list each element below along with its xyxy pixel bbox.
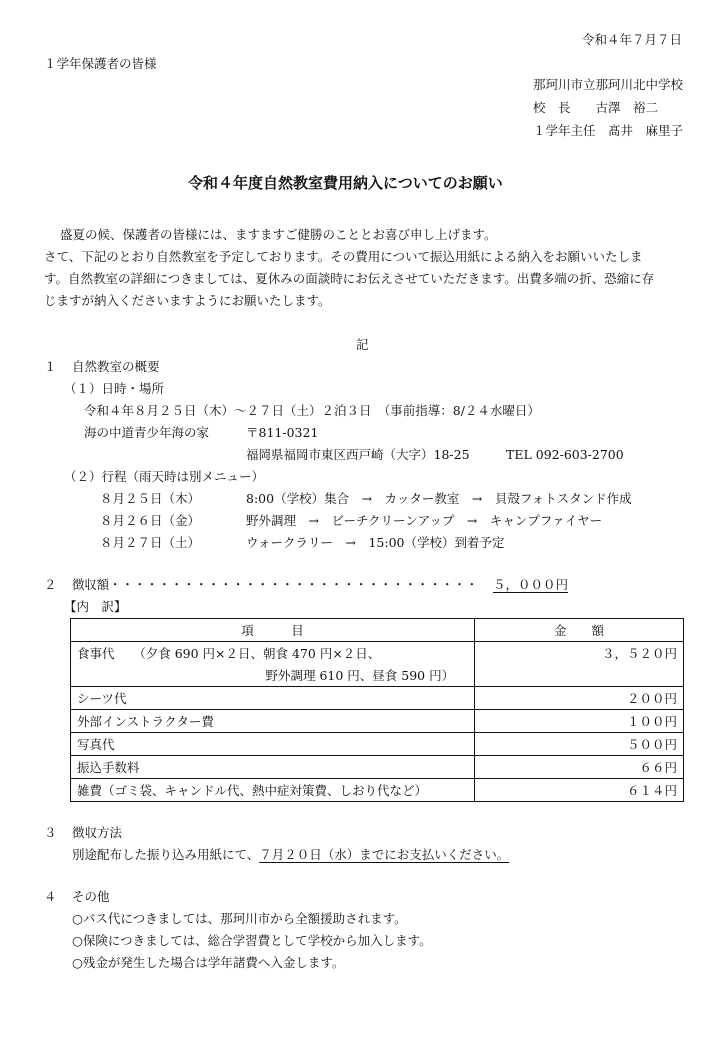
schedule-day-date: ８月２５日（木） — [100, 491, 201, 506]
schedule-day-plan: ウォークラリー → 15:00（学校）到着予定 — [246, 535, 505, 550]
table-row — [71, 642, 684, 687]
other-note: ○バス代につきましては、那珂川市から全額援助されます。 — [72, 911, 407, 926]
body-line-2: さて、下記のとおり自然教室を予定しております。その費用について振込用紙による納入をお願いいたしま — [44, 249, 643, 264]
schedule-day-date: ８月２７日（土） — [100, 535, 201, 550]
section3-heading: 徴収方法 — [72, 825, 123, 840]
payment-instruction — [72, 847, 509, 862]
table-row — [71, 779, 684, 802]
section1-sub2: （２）行程（雨天時は別メニュー） — [64, 469, 265, 484]
header-amount: 金 額 — [475, 619, 684, 642]
table-row — [71, 733, 684, 756]
venue-tel: TEL 092-603-2700 — [506, 447, 624, 462]
recipient: １学年保護者の皆様 — [44, 56, 157, 71]
section3-number: ３ — [44, 825, 57, 840]
section2-number: ２ — [44, 577, 57, 592]
row-amount: １００円 — [475, 710, 684, 733]
section1-number: １ — [44, 359, 57, 374]
header-item: 項 目 — [71, 619, 475, 642]
document-date: 令和４年７月７日 — [582, 32, 683, 47]
table-header-row — [71, 619, 684, 642]
total-amount: ５，０００円 — [493, 577, 569, 592]
section1-heading: 自然教室の概要 — [72, 359, 160, 374]
grade-leader-name: １学年主任 髙井 麻里子 — [533, 123, 684, 138]
payment-deadline: ７月２０日（水）までにお支払いください。 — [259, 847, 510, 862]
row-item: 写真代 — [71, 733, 475, 756]
payment-text: 別途配布した振り込み用紙にて、 — [72, 847, 260, 862]
body-line-3: す。自然教室の詳細につきましては、夏休みの面談時にお伝えさせていただきます。出費多端の折、恐縮に存 — [44, 271, 655, 286]
schedule-day-plan: 野外調理 → ビーチクリーンアップ → キャンプファイヤー — [246, 513, 603, 528]
row-amount: ６６円 — [475, 756, 684, 779]
row-amount: ３，５２０円 — [475, 642, 684, 687]
row-item: 振込手数料 — [71, 756, 475, 779]
venue-name: 海の中道青少年海の家 — [84, 425, 210, 440]
row-amount: ２００円 — [475, 687, 684, 710]
breakdown-table — [70, 618, 684, 802]
venue-address: 福岡県福岡市東区西戸崎（大字）18-25 — [246, 447, 470, 462]
food-item-line1: 食事代 （夕食 690 円×２日、朝食 470 円×２日、 — [77, 646, 381, 661]
school-name: 那珂川市立那珂川北中学校 — [533, 77, 684, 92]
schedule-day-plan: 8:00（学校）集合 → カッター教室 → 貝殻フォトスタンド作成 — [246, 491, 632, 506]
schedule-day-date: ８月２６日（金） — [100, 513, 201, 528]
table-row — [71, 687, 684, 710]
table-row — [71, 756, 684, 779]
ki-mark: 記 — [356, 337, 369, 352]
row-item: 雑費（ゴミ袋、キャンドル代、熱中症対策費、しおり代など） — [71, 779, 475, 802]
section1-sub1: （１）日時・場所 — [64, 381, 165, 396]
food-item-line2: 野外調理 610 円、昼食 590 円） — [265, 668, 455, 683]
document-title: 令和４年度自然教室費用納入についてのお願い — [188, 174, 503, 192]
other-note: ○残金が発生した場合は学年諸費へ入金します。 — [72, 955, 345, 970]
body-line-1: 盛夏の候、保護者の皆様には、ますますご健勝のこととお喜び申し上げます。 — [60, 227, 497, 242]
event-datetime: 令和４年８月２５日（木）～２７日（土）２泊３日 （事前指導：8/２４水曜日） — [84, 403, 540, 418]
row-item: シーツ代 — [71, 687, 475, 710]
table-row — [71, 710, 684, 733]
section2-label: 徴収額・・・・・・・・・・・・・・・・・・・・・・・・・・・・・・ — [72, 577, 478, 592]
row-amount: ６１４円 — [475, 779, 684, 802]
row-amount: ５００円 — [475, 733, 684, 756]
section4-number: ４ — [44, 889, 57, 904]
body-line-4: じますが納入くださいますようにお願いたします。 — [44, 293, 331, 308]
other-note: ○保険につきましては、総合学習費として学校から加入します。 — [72, 933, 432, 948]
breakdown-label: 【内 訳】 — [64, 599, 127, 614]
principal-name: 校 長 古澤 裕二 — [533, 100, 659, 115]
venue-postal: 〒811-0321 — [246, 425, 319, 440]
row-item — [71, 642, 475, 687]
row-item: 外部インストラクター費 — [71, 710, 475, 733]
section4-heading: その他 — [72, 889, 110, 904]
